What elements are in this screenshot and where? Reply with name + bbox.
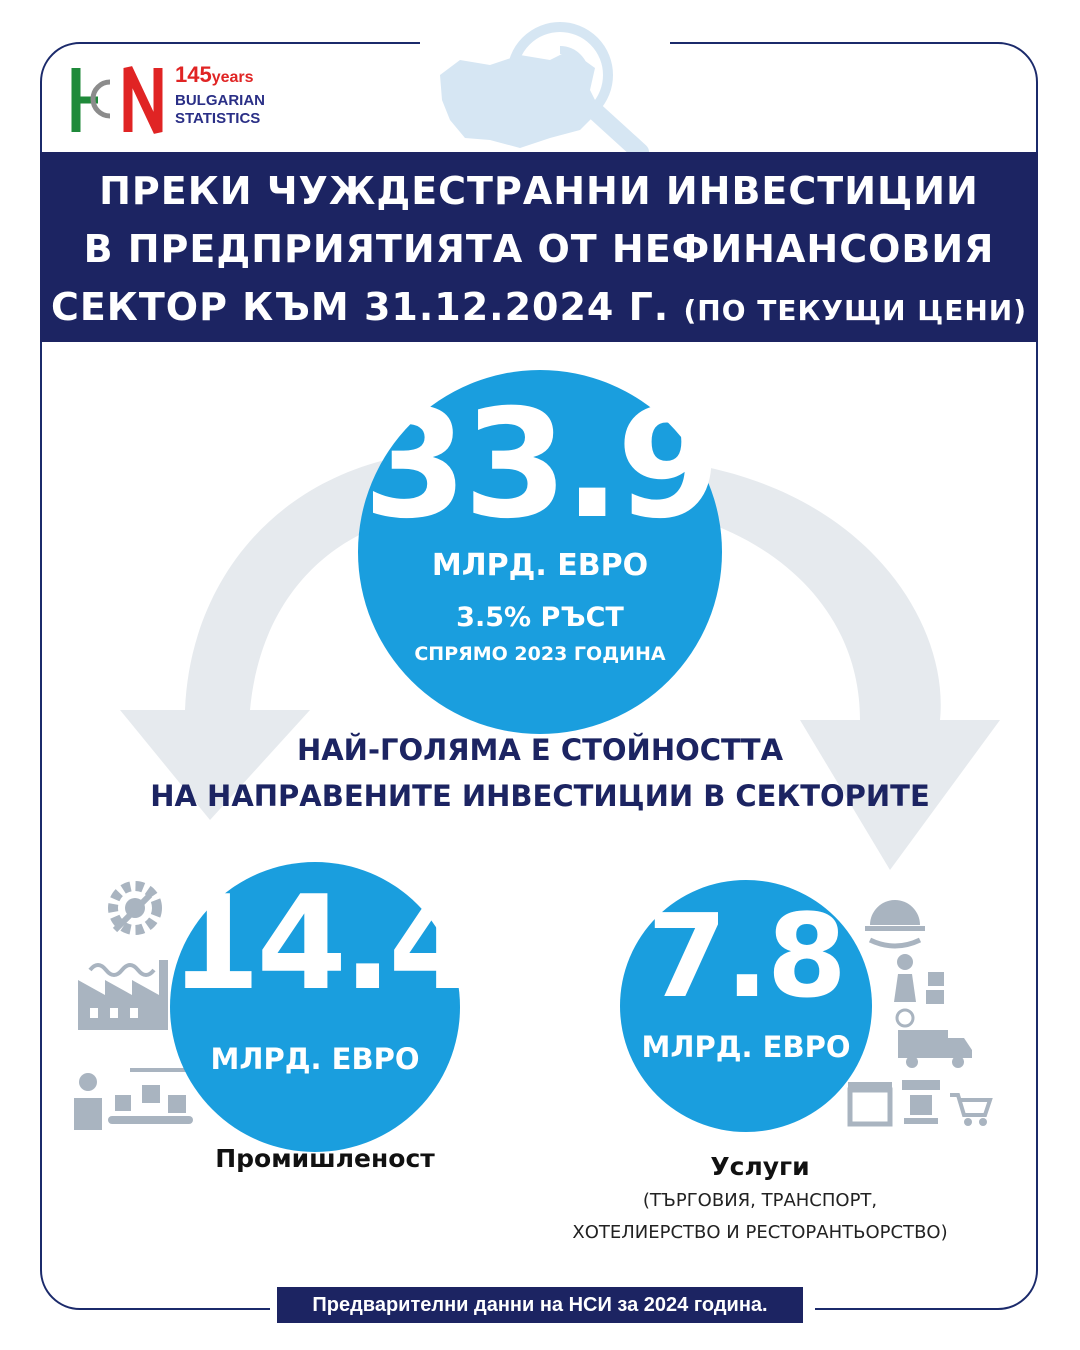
footer-note: Предварителни данни на НСИ за 2024 година. (277, 1287, 803, 1323)
shop-icon (848, 1082, 892, 1124)
industry-unit: МЛРД. ЕВРО (210, 1042, 420, 1076)
logo-years-number: 145 (175, 62, 212, 87)
title-line-3-note: (ПО ТЕКУЩИ ЦЕНИ) (683, 294, 1028, 327)
total-investment-circle (358, 370, 722, 734)
services-note-line-1: (ТЪРГОВИЯ, ТРАНСПОРТ, (642, 1190, 878, 1211)
industry-circle (170, 862, 475, 1152)
logo-years (175, 62, 254, 88)
title-line-1: ПРЕКИ ЧУЖДЕСТРАННИ ИНВЕСТИЦИИ (99, 169, 979, 213)
total-growth: 3.5% РЪСТ (456, 602, 624, 633)
title-line-3 (40, 278, 1038, 340)
title-banner (40, 152, 1038, 342)
services-circle (620, 880, 872, 1132)
shopping-cart-icon (950, 1095, 990, 1126)
total-unit: МЛРД. ЕВРО (431, 548, 649, 583)
delivery-truck-icon (897, 1010, 972, 1068)
services-note-line-2: ХОТЕЛИЕРСТВО И РЕСТОРАНТЬОРСТВО) (572, 1222, 948, 1243)
factory-icon (78, 960, 168, 1030)
total-value: 33.9 (362, 378, 718, 552)
logo-years-word: years (211, 69, 254, 86)
title-line-2: В ПРЕДПРИЯТИЯТА ОТ НЕФИНАНСОВИЯ (83, 227, 995, 271)
nsi-logo-mark (70, 62, 170, 138)
assembly-line-icon (74, 1070, 193, 1130)
bulgaria-map-magnifier-icon (420, 20, 660, 160)
sectors-heading-line-1: НАЙ-ГОЛЯМА Е СТОЙНОСТТА (296, 733, 784, 767)
market-stall-icon (902, 1080, 940, 1124)
logo-line-1: BULGARIAN (175, 92, 265, 109)
cloche-hand-icon (865, 900, 925, 946)
nsi-logo (70, 62, 290, 142)
gear-wrench-icon (113, 886, 157, 930)
total-comparison: СПРЯМО 2023 ГОДИНА (414, 643, 666, 665)
logo-line-2: STATISTICS (175, 110, 261, 127)
courier-icon (894, 954, 944, 1004)
services-value: 7.8 (647, 890, 845, 1024)
services-label: Услуги (710, 1152, 810, 1181)
industry-value: 14.4 (170, 867, 475, 1019)
sectors-heading-line-2: НА НАПРАВЕНИТЕ ИНВЕСТИЦИИ В СЕКТОРИТЕ (150, 779, 930, 813)
industry-label: Промишленост (215, 1144, 435, 1173)
services-unit: МЛРД. ЕВРО (641, 1030, 851, 1064)
title-line-3-main: СЕКТОР КЪМ 31.12.2024 Г. (50, 285, 670, 329)
